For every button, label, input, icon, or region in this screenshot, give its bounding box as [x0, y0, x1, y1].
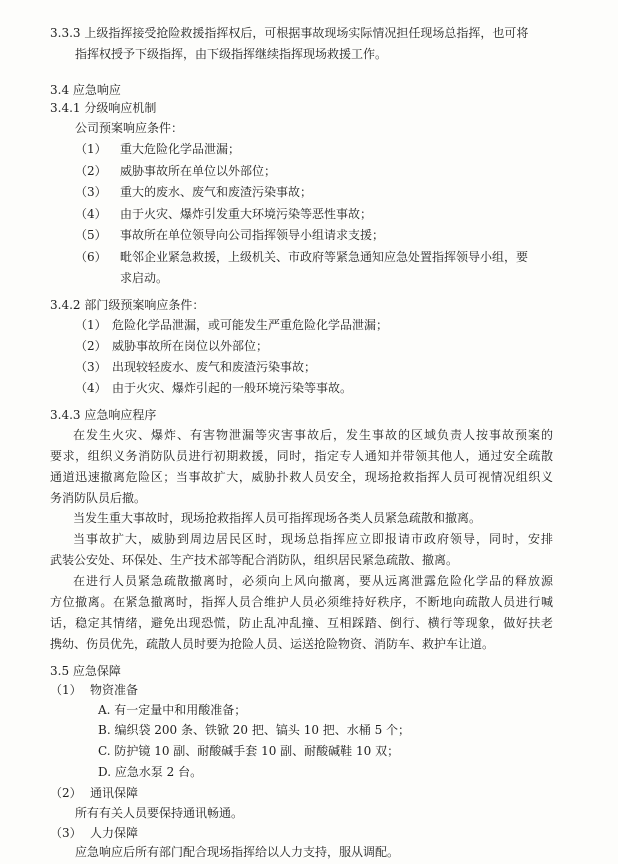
company-item-continuation: 求启动。	[120, 271, 169, 285]
company-item-num: （6）	[75, 250, 107, 264]
company-item-text: 威胁事故所在单位以外部位；	[120, 164, 277, 178]
dept-item-text: 危险化学品泄漏，或可能发生严重危险化学品泄漏；	[112, 318, 389, 332]
paragraph-line: 携幼、伤员优先，疏散人员时要为抢险人员、运送抢险物资、消防车、救护车让道。	[50, 637, 495, 651]
subsection-heading-3-4-2: 3.4.2 部门级预案响应条件：	[50, 298, 205, 312]
company-item-text: 由于火灾、爆炸引发重大环境污染等恶性事故；	[120, 207, 373, 221]
company-item-num: （2）	[75, 164, 107, 178]
company-item-num: （3）	[75, 185, 107, 199]
company-conditions-title: 公司预案响应条件：	[75, 121, 184, 135]
paragraph-line: 方位撤离。在紧急撤离时，指挥人员合维护人员必须维持好秩序，不断地向疏散人员进行喊	[50, 595, 553, 609]
dept-item-text: 威胁事故所在岗位以外部位；	[112, 339, 269, 353]
paragraph-line: 在发生火灾、爆炸、有害物泄漏等灾害事故后，发生事故的区域负责人按事故预案的	[73, 428, 553, 442]
company-item-text: 重大危险化学品泄漏；	[120, 142, 241, 156]
paragraph-line: 武装公安处、环保处、生产技术部等配合消防队，组织居民紧急疏散、撤离。	[50, 553, 459, 567]
support-item-title: 通讯保障	[90, 786, 139, 800]
paragraph-line: 通道迅速撤离危险区；当事故扩大，威胁扑救人员安全，现场抢救指挥人员可视情况组织义	[50, 470, 553, 484]
company-item-num: （4）	[75, 207, 107, 221]
dept-item-num: （3）	[75, 360, 107, 374]
support-item-num: （3）	[50, 826, 82, 840]
company-item-num: （1）	[75, 142, 107, 156]
paragraph-line: 当事故扩大，威胁到周边居民区时，现场总指挥应立即报请市政府领导，同时，安排	[73, 532, 553, 546]
dept-item-num: （1）	[75, 318, 107, 332]
subsection-heading-3-4-3: 3.4.3 应急响应程序	[50, 408, 157, 422]
company-item-text: 毗邻企业紧急救援，上级机关、市政府等紧急通知应急处置指挥领导小组，要	[120, 250, 529, 264]
support-item-num: （1）	[50, 683, 82, 697]
dept-item-num: （2）	[75, 339, 107, 353]
paragraph-line: 务消防队员后撤。	[50, 491, 147, 505]
section-heading-3-5: 3.5 应急保障	[50, 664, 121, 678]
material-line: D. 应急水泵 2 台。	[98, 765, 203, 779]
section-heading-3-4: 3.4 应急响应	[50, 83, 121, 97]
support-item-title: 人力保障	[90, 826, 139, 840]
subsection-heading-3-4-1: 3.4.1 分级响应机制	[50, 101, 157, 115]
comm-text: 所有有关人员要保持通讯畅通。	[75, 806, 244, 820]
support-item-title: 物资准备	[90, 683, 139, 697]
paragraph-line: 要求，组织义务消防队员进行初期救援，同时，指定专人通知并带领其他人，通过安全疏散	[50, 449, 553, 463]
company-item-num: （5）	[75, 228, 107, 242]
dept-item-text: 由于火灾、爆炸引起的一般环境污染等事故。	[112, 381, 353, 395]
paragraph-line: 当发生重大事故时，现场抢救指挥人员可指挥现场各类人员紧急疏散和撤离。	[73, 511, 482, 525]
paragraph-line: 话，稳定其情绪，避免出现恐慌，防止乱冲乱撞、互相踩踏、倒行、横行等现象，做好扶老	[50, 616, 553, 630]
company-item-text: 重大的废水、废气和废渣污染事故；	[120, 185, 313, 199]
sec-3-3-3-line1: 3.3.3 上级指挥接受抢险救援指挥权后，可根据事故现场实际情况担任现场总指挥，也可将	[50, 26, 529, 40]
support-item-num: （2）	[50, 786, 82, 800]
dept-item-text: 出现较轻废水、废气和废渣污染事故；	[112, 360, 317, 374]
hr-text: 应急响应后所有部门配合现场指挥给以人力支持，服从调配。	[75, 845, 400, 859]
company-item-text: 事故所在单位领导向公司指挥领导小组请求支援；	[120, 228, 385, 242]
dept-item-num: （4）	[75, 381, 107, 395]
material-line: B. 编织袋 200 条、铁锨 20 把、镐头 10 把、水桶 5 个；	[98, 723, 411, 737]
material-line: C. 防护镜 10 副、耐酸碱手套 10 副、耐酸碱鞋 10 双；	[98, 744, 400, 758]
sec-3-3-3-line2: 指挥权授予下级指挥，由下级指挥继续指挥现场救援工作。	[75, 47, 388, 61]
material-line: A. 有一定量中和用酸准备；	[98, 703, 247, 717]
paragraph-line: 在进行人员紧急疏散撤离时，必须向上风向撤离，要从远离泄露危险化学品的释放源	[73, 574, 553, 588]
